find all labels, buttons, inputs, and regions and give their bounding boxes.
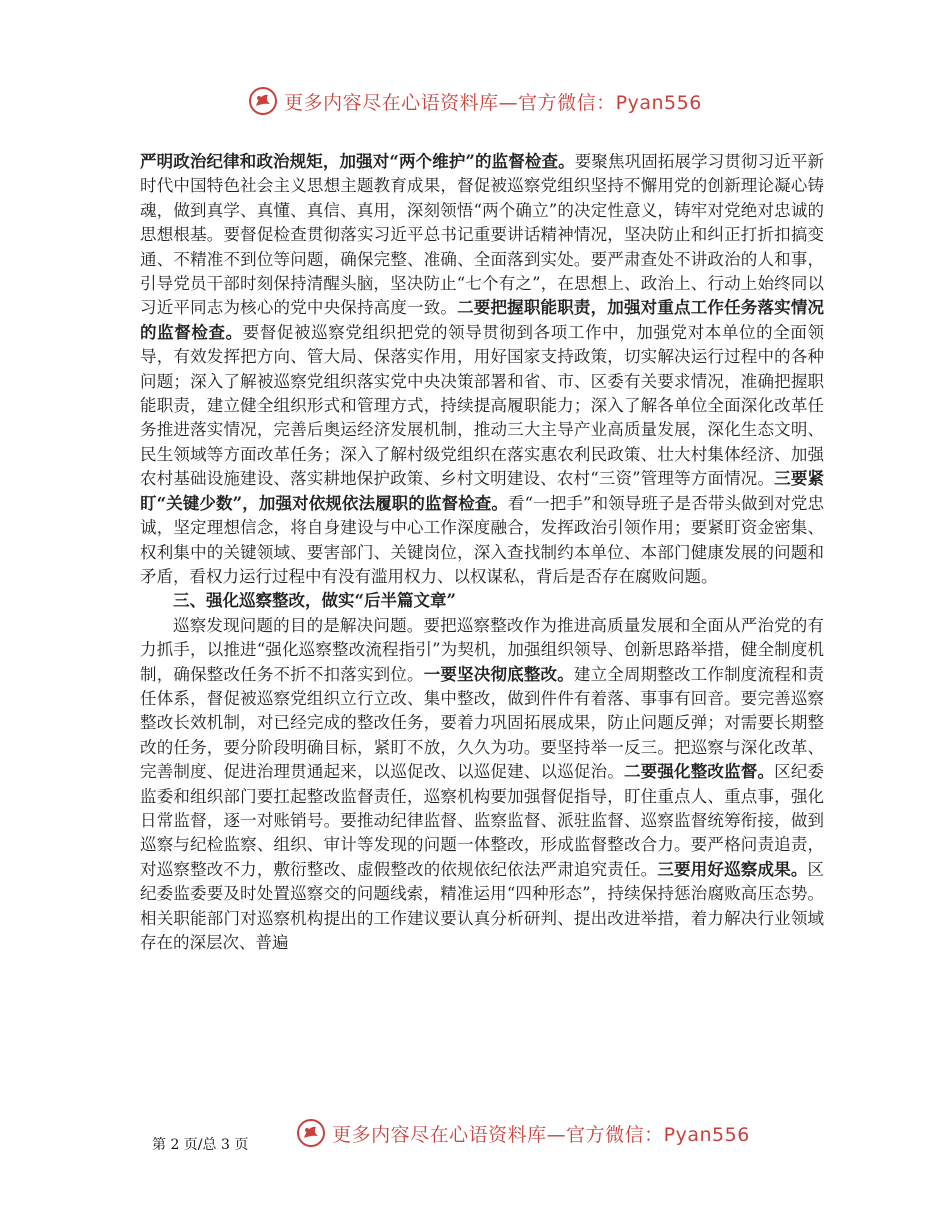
seal-logo-icon: [296, 1118, 326, 1148]
seal-logo-icon: [248, 86, 278, 116]
body-paragraph: [140, 150, 824, 589]
header-banner: [0, 86, 950, 116]
bold-run: 二要把握职能职责，加强对重点工作任务落实情况的监督检查。: [140, 298, 824, 342]
document-body: [140, 150, 824, 955]
bold-run: 三要用好巡察成果。: [657, 859, 808, 879]
text-run: 要聚焦巩固拓展学习贯彻习近平新时代中国特色社会主义思想主题教育成果，督促被巡察党组织坚持不懈用党的创新理论凝心铸魂，做到真学、真懂、真信、真用，深刻领悟“两个确立”的决定性意义，铸牢对党绝对忠诚的思想根基。要督促检查贯彻落实习近平总书记重要讲话精神情况，坚决防止和纠正打折扣搞变通、不精准不到位等问题，确保完整、准确、全面落到实处。要严肃查处不讲政治的人和事，引导党员干部时刻保持清醒头脑，坚决防止“七个有之”，在思想上、政治上、行动上始终同以习近平同志为核心的党中央保持高度一致。: [140, 152, 825, 318]
banner-text: 更多内容尽在心语资料库—官方微信：Pyan556: [284, 91, 702, 114]
text-run: 区纪委监委要及时处置巡察交的问题线索，精准运用“四种形态”，持续保持惩治腐败高压态势。相关职能部门对巡察机构提出的工作建议要认真分析研判、提出改进举措，着力解决行业领域存在的深层次、普遍: [140, 859, 824, 952]
text-run: 巡察发现问题的目的是解决问题。要把巡察整改作为推进高质量发展和全面从严治党的有力抓手，以推进“强化巡察整改流程指引”为契机，加强组织领导、创新思路举措，健全制度机制，确保整改任务不折不扣落实到位。: [140, 615, 824, 684]
bold-run: 严明政治纪律和政治规矩，加强对“两个维护”的监督检查。: [140, 152, 575, 171]
text-run: 看“一把手”和领导班子是否带头做到对党忠诚，坚定理想信念，将自身建设与中心工作深度融合，发挥政治引领作用；要紧盯资金密集、权利集中的关键领域、要害部门、关键岗位，深入查找制约本单位、本部门健康发展的问题和矛盾，看权力运行过程中有没有滥用权力、以权谋私，背后是否存在腐败问题。: [140, 493, 825, 586]
page-number: 第 2 页/总 3 页: [152, 1137, 249, 1153]
bold-run: 二要强化整改监督。: [623, 762, 775, 782]
bold-run: 三要紧盯“关键少数”，加强对依规依法履职的监督检查。: [140, 469, 825, 513]
section-heading: [140, 589, 824, 613]
bold-run: 一要坚决彻底整改。: [423, 664, 574, 684]
body-paragraph: [140, 614, 824, 956]
banner-text: 更多内容尽在心语资料库—官方微信：Pyan556: [332, 1123, 750, 1146]
bold-run: 三、强化巡察整改，做实“后半篇文章”: [173, 591, 456, 611]
text-run: 建立全周期整改工作制度流程和责任体系，督促被巡察党组织立行立改、集中整改，做到件件有着落、事事有回音。要完善巡察整改长效机制，对已经完成的整改任务，要着力巩固拓展成果，防止问题反弹；对需要长期整改的任务，要分阶段明确目标，紧盯不放，久久为功。要坚持举一反三。把巡察与深化改革、完善制度、促进治理贯通起来，以巡促改、以巡促建、以巡促治。: [140, 664, 824, 782]
text-run: 要督促被巡察党组织把党的领导贯彻到各项工作中，加强党对本单位的全面领导，有效发挥把方向、管大局、保落实作用，用好国家支持政策，切实解决运行过程中的各种问题；深入了解被巡察党组织落实党中央决策部署和省、市、区委有关要求情况，准确把握职能职责，建立健全组织形式和管理方式，持续提高履职能力；深入了解各单位全面深化改革任务推进落实情况，完善后奥运经济发展机制，推动三大主导产业高质量发展，深化生态文明、民生领域等方面改革任务；深入了解村级党组织在落实惠农利民政策、壮大村集体经济、加强农村基础设施建设、落实耕地保护政策、乡村文明建设、农村“三资”管理等方面情况。: [140, 322, 825, 489]
text-run: 区纪委监委和组织部门要扛起整改监督责任，巡察机构要加强督促指导，盯住重点人、重点事，强化日常监督，逐一对账销号。要推动纪律监督、监察监督、派驻监督、巡察监督统筹衔接，做到巡察与纪检监察、组织、审计等发现的问题一体整改，形成监督整改合力。要严格问责追责，对巡察整改不力，敷衍整改、虚假整改的依规依纪依法严肃追究责任。: [140, 762, 824, 879]
